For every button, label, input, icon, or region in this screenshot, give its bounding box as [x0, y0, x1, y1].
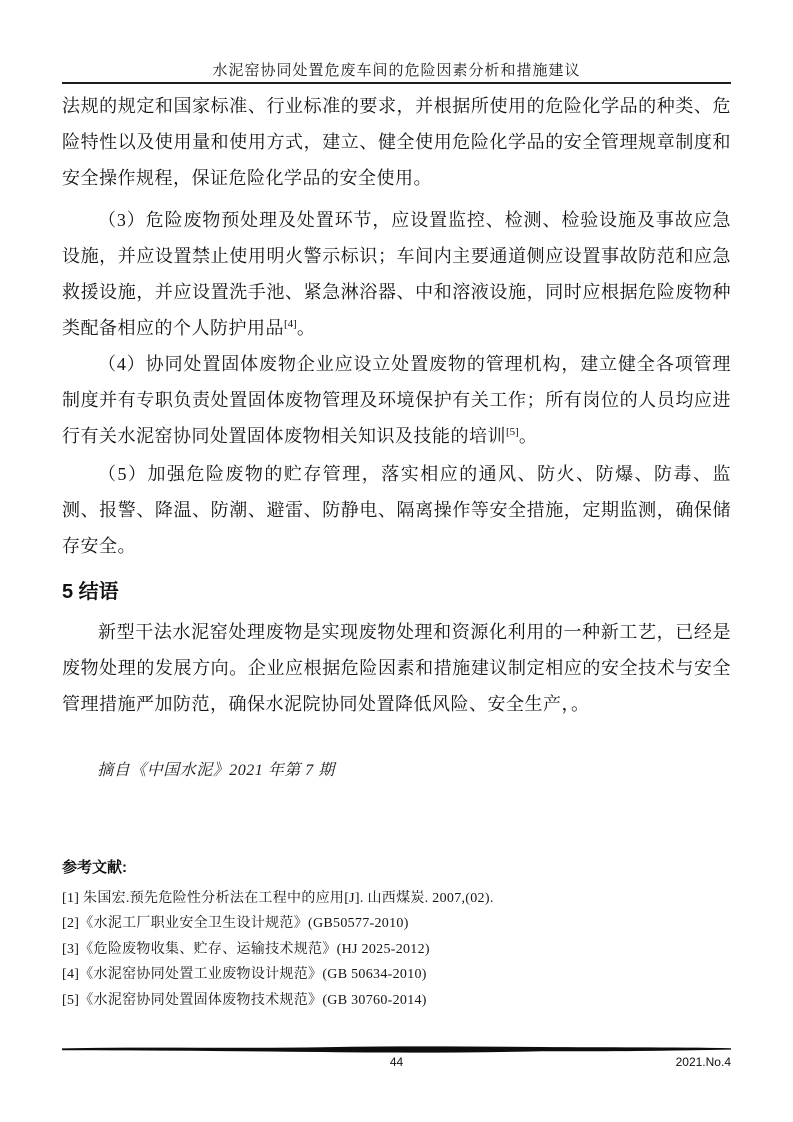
- page-number: 44: [389, 1055, 404, 1069]
- reference-item-2: [2]《水泥工厂职业安全卫生设计规范》(GB50577-2010): [62, 916, 409, 932]
- reference-item-5: [5]《水泥窑协同处置固体废物技术规范》(GB 30760-2014): [62, 992, 427, 1008]
- paragraph-item-3-tail: 。: [296, 318, 316, 338]
- reference-item-4: [4]《水泥窑协同处置工业废物设计规范》(GB 50634-2010): [62, 967, 427, 983]
- conclusion-paragraph: 新型干法水泥窑处理废物是实现废物处理和资源化利用的一种新工艺，已经是废物处理的发展方向。企业应根据危险因素和措施建议制定相应的安全技术与安全管理措施严加防范，确保水泥院协同处置降低风险、安全生产，。: [62, 622, 731, 714]
- references-heading: 参考文献:: [62, 859, 127, 876]
- citation-ref-5: [5]: [506, 426, 519, 438]
- paragraph-item-5: （5）加强危险废物的贮存管理，落实相应的通风、防火、防爆、防毒、监测、报警、降温、防潮、避雷、防静电、隔离操作等安全措施，定期监测，确保储存安全。: [62, 464, 731, 556]
- paragraph-item-4-text: （4）协同处置固体废物企业应设立处置废物的管理机构，建立健全各项管理制度并有专职负责处置固体废物管理及环境保护有关工作；所有岗位的人员均应进行有关水泥窑协同处置固体废物相关知识及技能的培训: [62, 354, 731, 446]
- references-list: [62, 886, 731, 1013]
- reference-item-1: [1] 朱国宏.预先危险性分析法在工程中的应用[J]. 山西煤炭. 2007,(02).: [62, 891, 494, 906]
- footer-divider: [62, 1044, 731, 1054]
- citation-ref-4: [4]: [284, 318, 297, 330]
- source-attribution: 摘自《中国水泥》2021 年第 7 期: [97, 762, 335, 779]
- issue-number: 2021.No.4: [675, 1055, 731, 1069]
- running-header-title: 水泥窑协同处置危废车间的危险因素分析和措施建议: [212, 63, 581, 79]
- header-divider: [62, 82, 731, 84]
- main-text-column: [62, 88, 731, 780]
- paragraph-item-4-tail: 。: [518, 426, 538, 446]
- references-section: [62, 857, 731, 1013]
- paragraph-item-4: [62, 346, 731, 454]
- page-footer: [62, 1044, 731, 1073]
- reference-item-3: [3]《危险废物收集、贮存、运输技术规范》(HJ 2025-2012): [62, 941, 430, 957]
- paragraph-item-3: [62, 202, 731, 346]
- paragraph-continuation: 法规的规定和国家标准、行业标准的要求，并根据所使用的危险化学品的种类、危险特性以及使用量和使用方式，建立、健全使用危险化学品的安全管理规章制度和安全操作规程，保证危险化学品的安全使用。: [62, 96, 731, 188]
- section-heading-conclusion: 5 结语: [62, 581, 119, 603]
- paragraph-item-3-text: （3）危险废物预处理及处置环节，应设置监控、检测、检验设施及事故应急设施，并应设置禁止使用明火警示标识；车间内主要通道侧应设置事故防范和应急救援设施，并应设置洗手池、紧急淋浴器、中和溶液设施，同时应根据危险废物种类配备相应的个人防护用品: [62, 210, 731, 338]
- footer-row: [62, 1055, 731, 1073]
